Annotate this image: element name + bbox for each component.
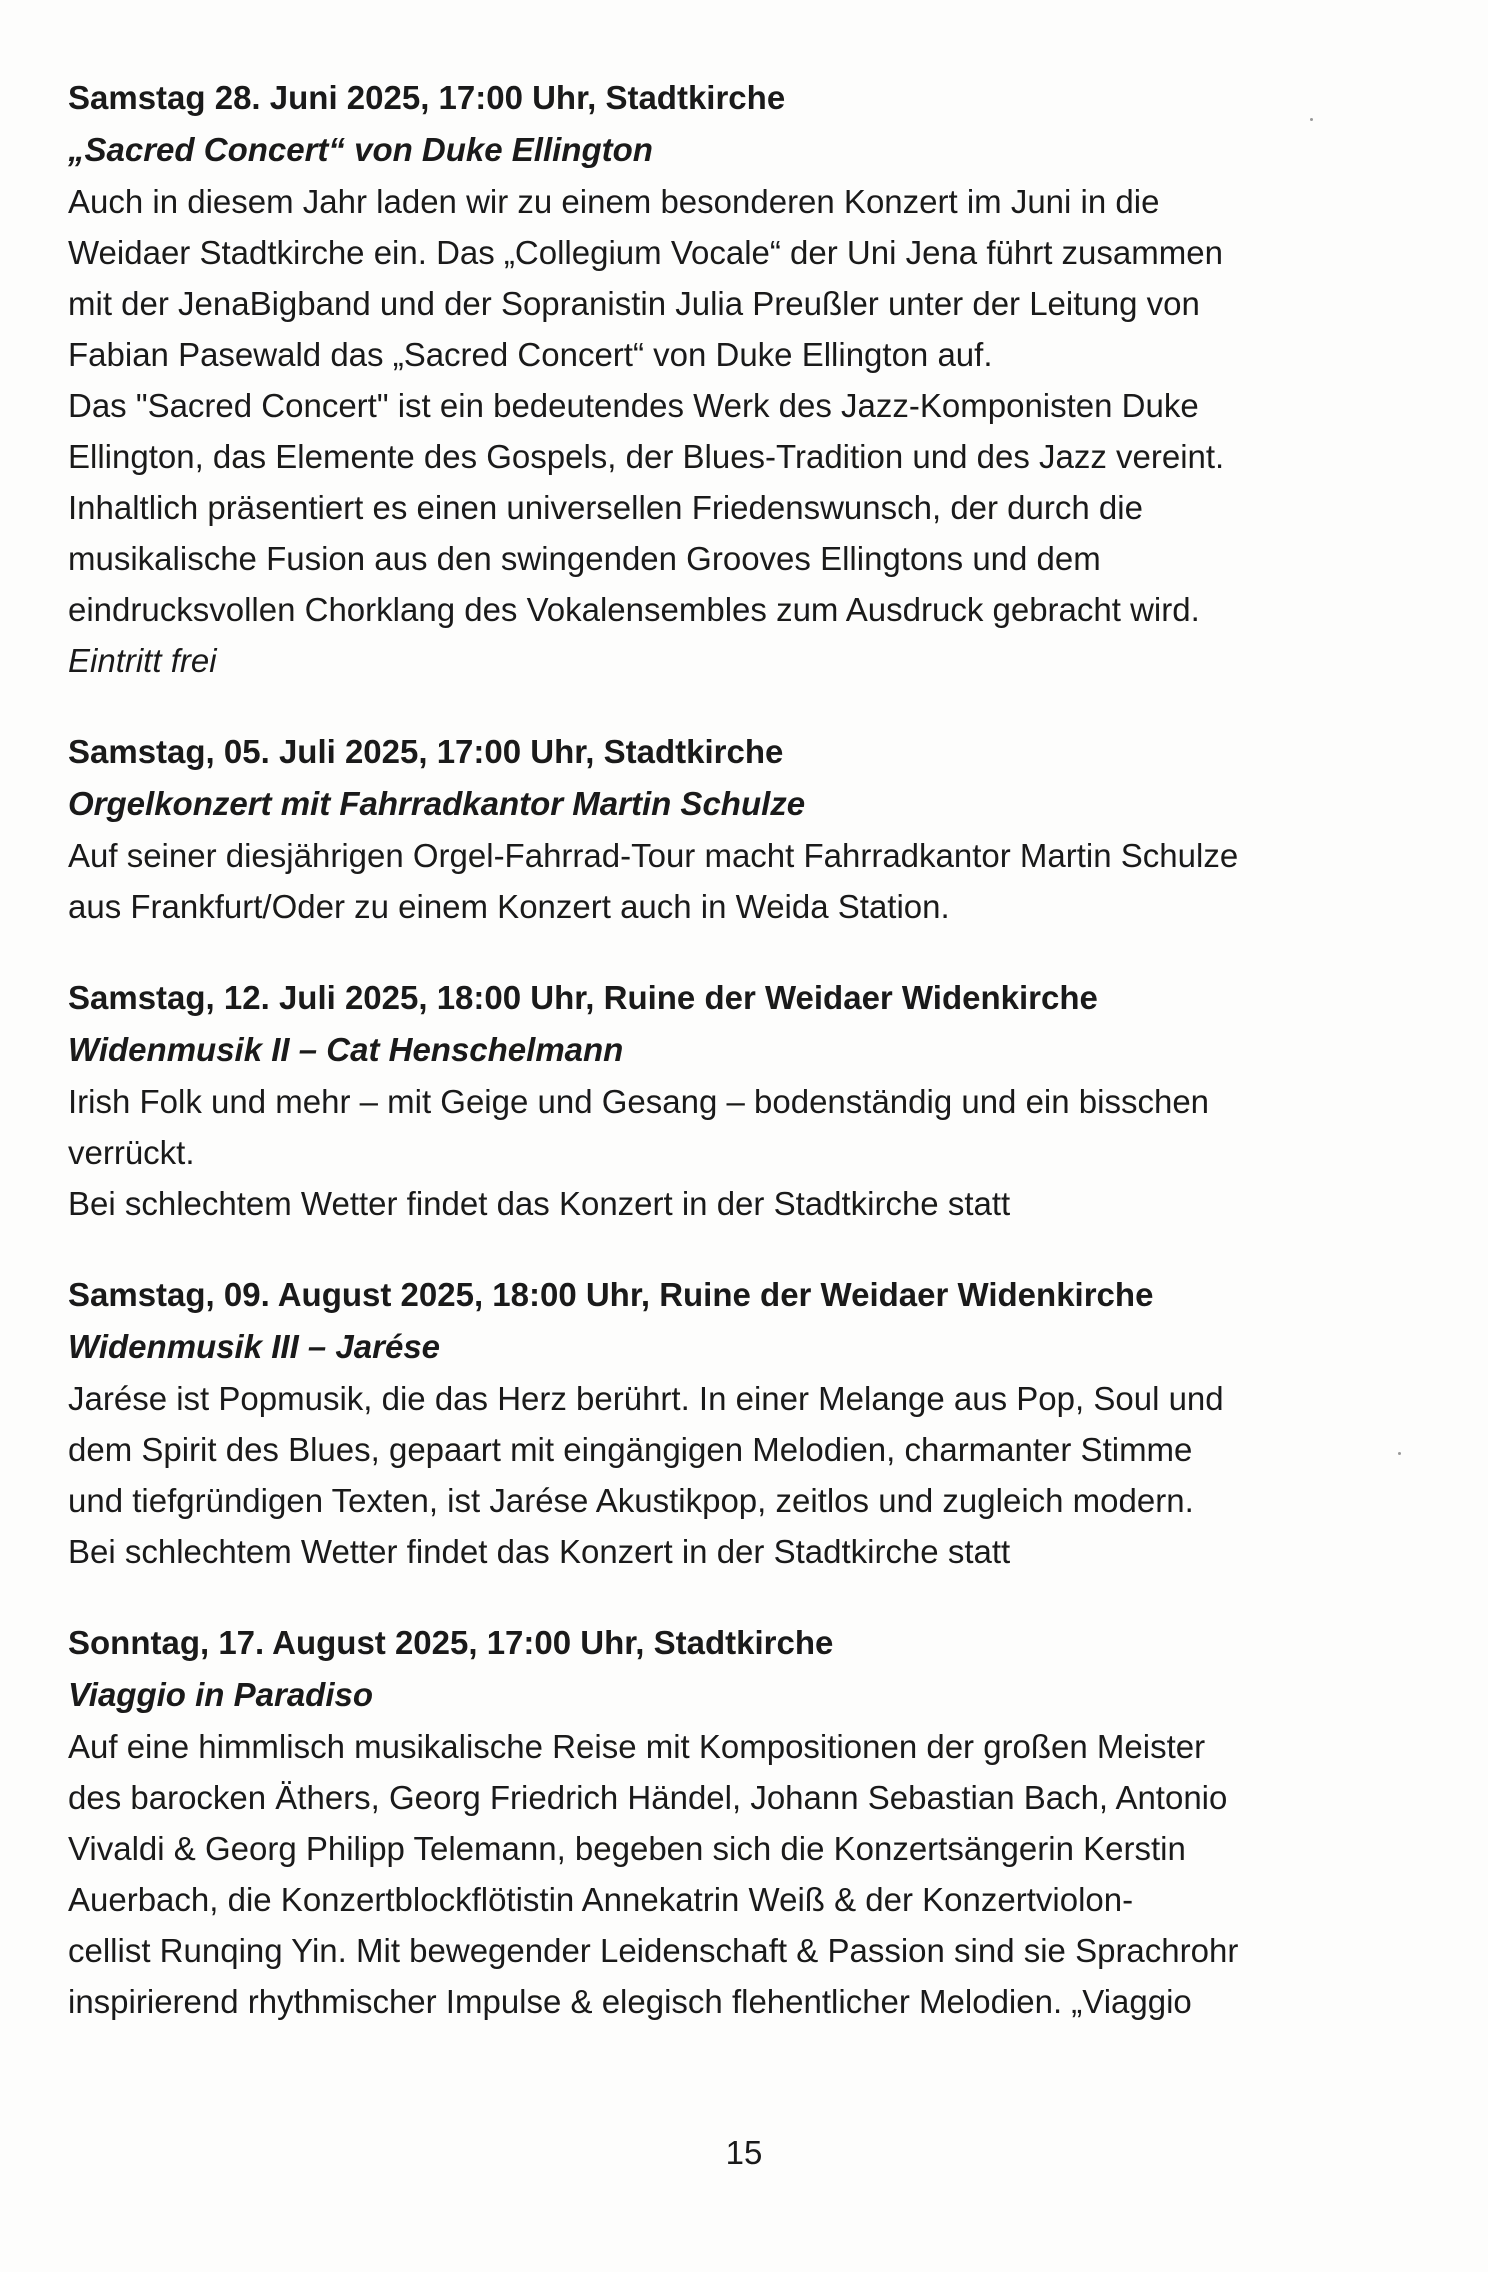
description-line: Bei schlechtem Wetter findet das Konzert in der Stadtkirche statt [68,1185,1011,1222]
event-list [68,72,1428,2067]
event-description [68,1721,1428,2027]
event-description [68,176,1428,635]
description-line: Vivaldi & Georg Philipp Telemann, begeben sich die Konzertsängerin Kerstin [68,1830,1186,1867]
event-title: Viaggio in Paradiso [68,1676,374,1713]
event-date-heading: Sonntag, 17. August 2025, 17:00 Uhr, Stadtkirche [68,1624,834,1661]
description-line: inspirierend rhythmischer Impulse & elegisch flehentlicher Melodien. „Viaggio [68,1983,1192,2020]
description-line: Auf eine himmlisch musikalische Reise mit Kompositionen der großen Meister [68,1728,1206,1765]
description-line: Inhaltlich präsentiert es einen universellen Friedenswunsch, der durch die [68,489,1143,526]
event-date-heading: Samstag, 09. August 2025, 18:00 Uhr, Ruine der Weidaer Widenkirche [68,1276,1154,1313]
description-line: des barocken Äthers, Georg Friedrich Händel, Johann Sebastian Bach, Antonio [68,1779,1228,1816]
description-line: dem Spirit des Blues, gepaart mit eingängigen Melodien, charmanter Stimme [68,1431,1193,1468]
event-date-heading: Samstag, 05. Juli 2025, 17:00 Uhr, Stadtkirche [68,733,784,770]
event-entry [68,1617,1428,2027]
description-line: cellist Runqing Yin. Mit bewegender Leidenschaft & Passion sind sie Sprachrohr [68,1932,1239,1969]
event-title: Orgelkonzert mit Fahrradkantor Martin Schulze [68,785,806,822]
admission-note: Eintritt frei [68,642,217,679]
description-line: Auch in diesem Jahr laden wir zu einem besonderen Konzert im Juni in die [68,183,1160,220]
description-line: Das "Sacred Concert" ist ein bedeutendes Werk des Jazz-Komponisten Duke [68,387,1199,424]
description-line: Ellington, das Elemente des Gospels, der Blues-Tradition und des Jazz vereint. [68,438,1225,475]
description-line: Fabian Pasewald das „Sacred Concert“ von Duke Ellington auf. [68,336,993,373]
event-title: Widenmusik III – Jarése [68,1328,441,1365]
description-line: mit der JenaBigband und der Sopranistin Julia Preußler unter der Leitung von [68,285,1200,322]
event-entry [68,72,1428,686]
event-entry [68,726,1428,932]
description-line: und tiefgründigen Texten, ist Jarése Akustikpop, zeitlos und zugleich modern. [68,1482,1194,1519]
description-line: Bei schlechtem Wetter findet das Konzert in der Stadtkirche statt [68,1533,1011,1570]
description-line: musikalische Fusion aus den swingenden Grooves Ellingtons und dem [68,540,1101,577]
event-entry [68,1269,1428,1577]
event-description [68,1373,1428,1577]
description-line: Auf seiner diesjährigen Orgel-Fahrrad-Tour macht Fahrradkantor Martin Schulze [68,837,1239,874]
event-title: Widenmusik II – Cat Henschelmann [68,1031,624,1068]
description-line: eindrucksvollen Chorklang des Vokalensembles zum Ausdruck gebracht wird. [68,591,1200,628]
description-line: aus Frankfurt/Oder zu einem Konzert auch in Weida Station. [68,888,950,925]
event-entry [68,972,1428,1229]
description-line: Irish Folk und mehr – mit Geige und Gesang – bodenständig und ein bisschen [68,1083,1210,1120]
event-title: „Sacred Concert“ von Duke Ellington [68,131,653,168]
event-description [68,830,1428,932]
event-date-heading: Samstag 28. Juni 2025, 17:00 Uhr, Stadtkirche [68,79,786,116]
event-description [68,1076,1428,1229]
page-number: 15 [725,2134,763,2171]
description-line: Jarése ist Popmusik, die das Herz berührt. In einer Melange aus Pop, Soul und [68,1380,1224,1417]
description-line: Weidaer Stadtkirche ein. Das „Collegium Vocale“ der Uni Jena führt zusammen [68,234,1223,271]
event-date-heading: Samstag, 12. Juli 2025, 18:00 Uhr, Ruine der Weidaer Widenkirche [68,979,1098,1016]
description-line: verrückt. [68,1134,195,1171]
description-line: Auerbach, die Konzertblockflötistin Annekatrin Weiß & der Konzertviolon- [68,1881,1134,1918]
